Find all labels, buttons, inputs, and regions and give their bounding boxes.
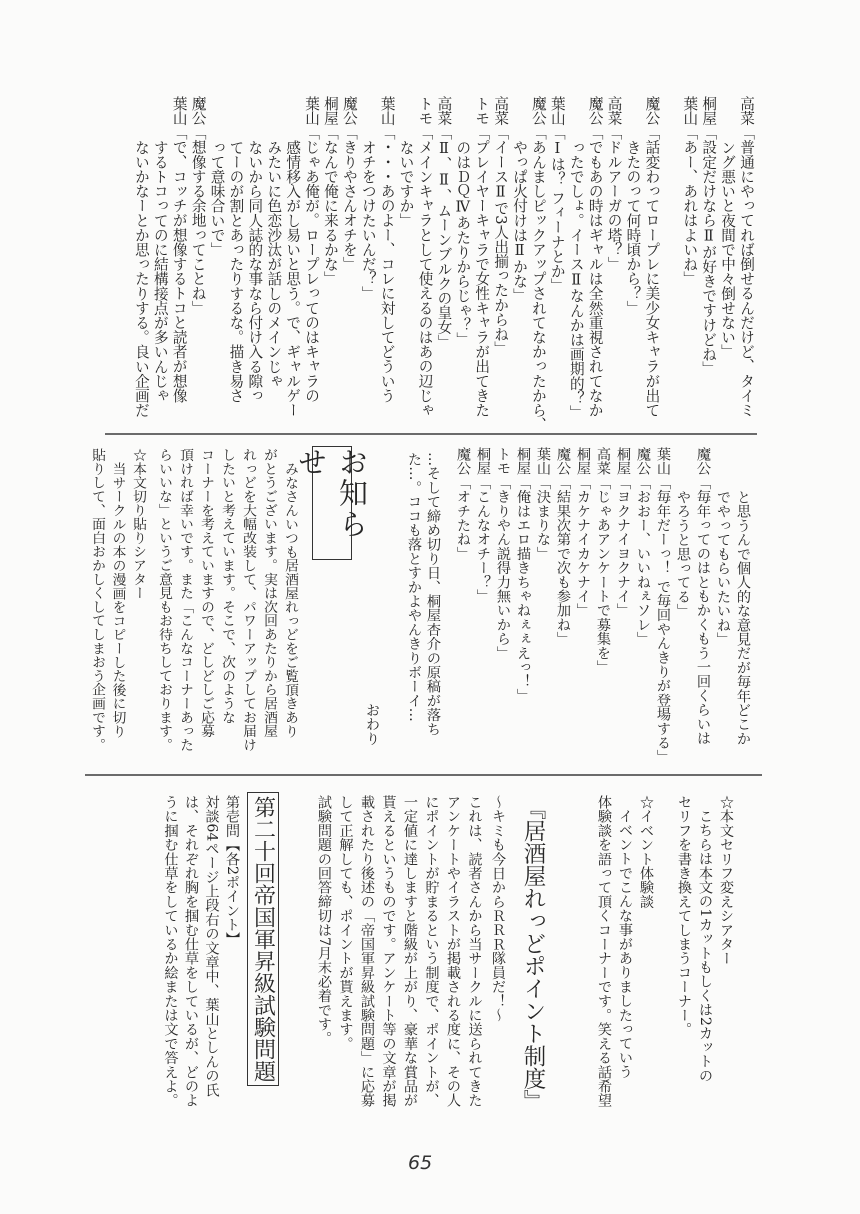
dialogue-text: やっぱ火付けはⅡかな」: [511, 139, 529, 303]
dialogue-text: 「話変わってロープレに美少女キャラが出て: [643, 125, 661, 418]
dialogue-line: [490, 96, 509, 428]
divider-top: [105, 433, 757, 435]
dialogue-text: てーのが割とあったりするな。描き易さ: [227, 139, 245, 403]
dialogue-text: やろうと思ってる」: [675, 489, 691, 618]
speaker-name: 魔公: [635, 447, 651, 476]
point-line: アンケートやイラストが掲載される度に、その人: [445, 795, 461, 1108]
point-line: これは、読者さんから当サークルに送られてきた: [466, 795, 483, 1108]
dialogue-line: [282, 96, 301, 428]
dialogue-text: 「結果次第で次も参加ね」: [555, 475, 571, 646]
dialogue-line: [453, 447, 473, 752]
dialogue-text: 「ドルアーガの塔？」: [605, 125, 623, 272]
dialogue-text: 「決まりな」: [535, 475, 551, 561]
notice-title: お知らせ: [312, 446, 352, 560]
dialogue-text: 「じゃあアンケートで募集を」: [595, 475, 611, 675]
dialogue-text: 「ヨクナイヨクナイ」: [615, 475, 631, 618]
dialogue-text: 「俺はエロ描きちゃねぇぇえっ！」: [515, 475, 531, 703]
dialogue-text: 「あんましピックアップされてなかったから、: [529, 125, 547, 432]
dialogue-line: [717, 96, 736, 428]
corner-line: こちらは本文の1カットもしくは2カットの: [697, 809, 713, 1083]
dialogue-text: 「イースⅡで3人出揃ったからね」: [492, 125, 510, 356]
notice-line: れっどを大幅改装して、パワーアップしてお届け: [240, 448, 256, 752]
corner-line: 体験談を語って頂くコーナーです。笑える話希望: [596, 795, 612, 1108]
speaker-name: 高菜: [492, 96, 510, 126]
speaker-name: トモ: [416, 96, 434, 126]
speaker-name: 高菜: [738, 96, 755, 126]
dialogue-text: 感情移入がし易いと思う。で、ギャルゲー: [284, 139, 302, 418]
notice-line: コーナーを考えていますので、どしどしご応募: [198, 448, 214, 738]
exam-line: うに掴む仕草をしているか絵または文で答えよ。: [162, 795, 179, 1108]
point-line: 貰えるというものです。アンケート等の文章が掲: [380, 795, 397, 1108]
dialogue-text: のはＤＱⅣあたりからじゃ？」: [454, 139, 472, 347]
dialogue-line: [396, 96, 415, 428]
point-line: 載されたり後述の「帝国軍昇級試験問題」に応募: [359, 795, 375, 1108]
speaker-name: 魔公: [340, 96, 358, 126]
dialogue-middle: [453, 447, 753, 764]
corner-title: ☆本文切り貼りシアター: [130, 448, 146, 600]
speaker-name: 桐屋: [515, 447, 531, 476]
dialogue-line: [188, 96, 207, 428]
dialogue-line: [513, 447, 533, 752]
dialogue-line: [733, 447, 753, 752]
speaker-name: 魔公: [586, 96, 604, 126]
dialogue-group: [131, 96, 661, 432]
dialogue-line: [434, 96, 453, 428]
dialogue-line: [736, 96, 755, 428]
dialogue-text: 「で、コッチが想像するトコと読者が想像: [170, 125, 188, 403]
dialogue-text: 「じゃあ俺が。ロープレってのはキャラの: [303, 125, 321, 403]
speaker-name: トモ: [495, 447, 511, 476]
dialogue-line: [169, 96, 188, 428]
dialogue-line: [509, 96, 528, 428]
dialogue-line: [263, 96, 282, 428]
notice-line: したいと考えています。そこで、次のような: [219, 448, 235, 724]
corner-title: ☆本文セリフ変えシアター: [718, 795, 734, 966]
dialogue-text: きたのって何時頃から？」: [624, 139, 642, 315]
corner-line: 当サークルの本の漫画をコピーした後に切り: [109, 461, 126, 738]
dialogue-line: [693, 447, 713, 752]
dialogue-text: 「プレイヤーキャラで女性キャラが出てきた: [473, 125, 491, 418]
dialogue-line: [415, 96, 434, 428]
speaker-name: 葉山: [548, 96, 566, 126]
dialogue-line: [679, 96, 698, 428]
notice-paragraph: [153, 448, 300, 753]
dialogue-text: 「あー、あれはよいね」: [681, 125, 699, 286]
dialogue-line: [613, 447, 633, 752]
dialogue-text: でやってもらいたいね」: [715, 489, 731, 646]
dialogue-group: [453, 447, 753, 764]
corner-cut-paste: [87, 448, 149, 753]
speaker-name: 高菜: [595, 447, 611, 476]
notice-line: らいいな」というご意見もお待ちしております。: [156, 448, 172, 752]
dialogue-line: [547, 96, 566, 428]
dialogue-text: 「普通にやってれば倒せるんだけど、タイミ: [738, 125, 755, 418]
speaker-name: 魔公: [529, 96, 547, 126]
point-system-body: [313, 795, 509, 1110]
dialogue-top: [131, 96, 755, 432]
dialogue-line: [471, 96, 490, 428]
speaker-name: 葉山: [535, 447, 551, 476]
dialogue-group: [679, 96, 755, 428]
dialogue-text: 「メインキャラとして使えるのはあの辺じゃ: [416, 125, 434, 418]
speaker-name: 葉山: [303, 96, 321, 126]
speaker-name: 魔公: [455, 447, 471, 476]
corner-list: [593, 795, 736, 1110]
point-line: 一定値に達しますと階級が上がり、豪華な賞品が: [402, 795, 418, 1108]
corner-line: セリフを書き換えてしまうコーナー。: [676, 795, 692, 1037]
dialogue-text: 「オチたね」: [455, 475, 471, 561]
speaker-name: 桐屋: [700, 96, 718, 126]
dialogue-line: [573, 447, 593, 752]
ending-line: …そして締め切り日、桐屋杏介の原稿が落ち: [425, 452, 441, 736]
exam-question: [160, 795, 242, 1110]
dialogue-line: [320, 96, 339, 428]
dialogue-line: [226, 96, 245, 428]
dialogue-text: ング悪いと夜間で中々倒せない」: [719, 139, 737, 359]
point-system-title: 『居酒屋れっどポイント制度』: [520, 797, 546, 1112]
dialogue-line: [698, 96, 717, 428]
dialogue-text: ったでしょ。イースⅡなんかは画期的？」: [567, 139, 585, 420]
notice-line: みなさんいつも居酒屋れっどをご覧頂きあり: [282, 461, 298, 738]
dialogue-line: [653, 447, 673, 764]
dialogue-text: ないですか」: [397, 139, 415, 228]
speaker-name: 桐屋: [575, 447, 591, 476]
dialogue-line: [207, 96, 226, 428]
dialogue-line: [585, 96, 604, 428]
exam-question-label: 第壱問【各2ポイント】: [224, 795, 240, 947]
speaker-name: トモ: [473, 96, 491, 126]
point-line: にポイントが貯まるという制度で、ポイントが、: [423, 795, 440, 1108]
dialogue-text: 「カケナイカケナイ」: [575, 475, 591, 618]
dialogue-line: [493, 447, 513, 752]
dialogue-line: [623, 96, 642, 428]
notice-line: 頂ければ幸いです。また「こんなコーナーあった: [177, 448, 193, 752]
point-line: 試験問題の回答締切は7月末必着です。: [316, 795, 332, 1046]
speaker-name: 高菜: [435, 96, 453, 126]
speaker-name: 魔公: [189, 96, 207, 126]
speaker-name: 魔公: [695, 447, 711, 476]
dialogue-text: 「Ⅰは？ フィーナとか」: [548, 125, 566, 293]
dialogue-line: [566, 96, 585, 428]
speaker-name: 葉山: [681, 96, 699, 126]
dialogue-text: 「でもあの時はギャルは全然重視されてなか: [586, 125, 604, 418]
speaker-name: 高菜: [605, 96, 623, 126]
corner-title: ☆イベント体験談: [638, 795, 654, 909]
dialogue-text: 「毎年ってのはともかくもう一回くらいは: [695, 475, 711, 746]
dialogue-line: [301, 96, 320, 428]
dialogue-line: [713, 447, 733, 752]
corner-line: イベントでこんな事がありましたっていう: [617, 809, 633, 1079]
dialogue-line: [641, 96, 660, 428]
dialogue-line: [339, 96, 358, 428]
page-number: 65: [408, 1152, 433, 1174]
notice-line: がとうございます。実は次回あたりから居酒屋: [261, 448, 277, 738]
dialogue-line: [633, 447, 653, 752]
dialogue-text: 「毎年だーっ！ で毎回やんきりが登場する」: [655, 475, 671, 764]
dialogue-text: って意味合いで」: [208, 139, 226, 257]
dialogue-line: [150, 96, 169, 428]
speaker-name: 葉山: [170, 96, 188, 126]
dialogue-line: [131, 96, 150, 428]
dialogue-text: するトコってのに結構接点が多いんじゃ: [151, 139, 169, 403]
speaker-name: 桐屋: [475, 447, 491, 476]
speaker-name: 桐屋: [321, 96, 339, 126]
dialogue-line: [533, 447, 553, 752]
owari-text: おわり: [364, 703, 380, 746]
dialogue-text: と思うんで個人的な意見だが毎年どこか: [735, 489, 751, 746]
dialogue-line: [244, 96, 263, 428]
dialogue-text: 「きりやさんオチを」: [340, 125, 358, 272]
dialogue-line: [528, 96, 547, 432]
dialogue-line: [452, 96, 471, 428]
dialogue-text: 「なんで俺に来るかな」: [321, 125, 339, 286]
dialogue-text: 「きりやん説得力無いから」: [495, 475, 511, 661]
exam-line: 対談64ページ上段右の文章中、葉山としんの氏: [203, 795, 220, 1098]
dialogue-line: [377, 96, 396, 428]
dialogue-line: [473, 447, 493, 752]
dialogue-text: ないかなーとか思ったりする。良い企画だ: [132, 139, 150, 418]
point-system-subtitle: ～キミも今日からＲＲＲ隊員だ！～: [490, 795, 506, 1023]
speaker-name: 葉山: [378, 96, 396, 126]
dialogue-text: 「おおー、いいねぇソレ」: [635, 475, 651, 646]
divider-bottom: [85, 774, 762, 776]
dialogue-text: 「・・・あのよー、コレに対してどういう: [378, 125, 396, 403]
dialogue-text: みたいに色恋沙汰が話しのメインじゃ: [265, 139, 283, 388]
dialogue-text: 「こんなオチー？」: [475, 475, 491, 604]
dialogue-text: ないから同人誌的な事なら付け入る隙っ: [246, 139, 264, 403]
dialogue-text: 「想像する余地ってことね」: [189, 125, 207, 316]
speaker-name: 葉山: [655, 447, 671, 476]
exam-line: は、それぞれ胸を掴む仕草をしているが、どのよ: [183, 795, 199, 1108]
dialogue-line: [604, 96, 623, 428]
dialogue-text: オチをつけたいんだ？」: [359, 139, 377, 301]
dialogue-line: [553, 447, 573, 752]
speaker-name: 桐屋: [615, 447, 631, 476]
exam-title: 第二十回帝国軍昇級試験問題: [247, 792, 279, 1086]
speaker-name: 魔公: [643, 96, 661, 126]
ending-line: た…。ココも落とすかよやんきりボーイ…: [406, 452, 422, 722]
dialogue-text: 「設定だけならⅡが好きですけどね」: [700, 125, 718, 376]
dialogue-ending: [404, 452, 442, 752]
point-line: して正解しても、ポイントが貰えます。: [337, 795, 354, 1051]
dialogue-line: [358, 96, 377, 428]
dialogue-text: 「Ⅱ、Ⅱ、ムーンブルクの皇女」: [435, 125, 453, 350]
speaker-name: 魔公: [555, 447, 571, 476]
dialogue-line: [673, 447, 693, 752]
corner-line: 貼りして、面白おかしくしてしまおう企画です。: [89, 448, 105, 752]
dialogue-line: [593, 447, 613, 752]
